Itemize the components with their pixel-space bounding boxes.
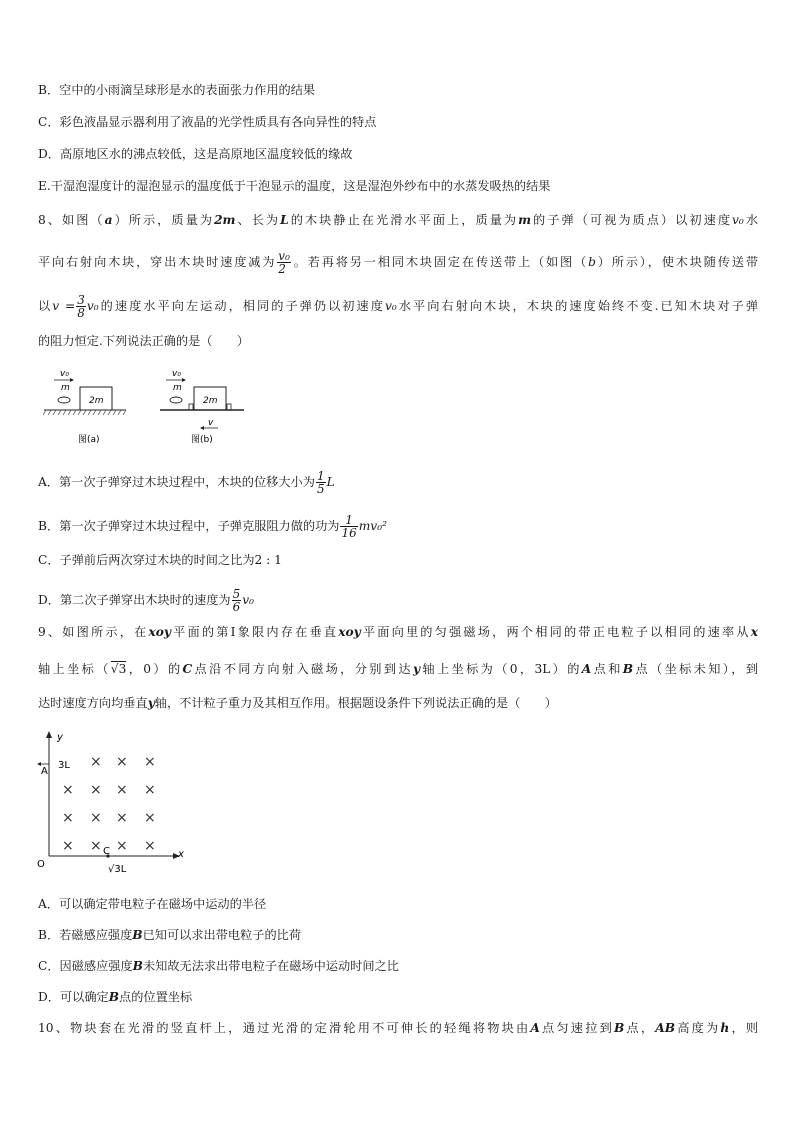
svg-text:图(b): 图(b) <box>191 435 213 445</box>
q10-stem-line1: 10、物块套在光滑的竖直杆上，通过光滑的定滑轮用不可伸长的轻绳将物块由A点匀速拉到B点，AB高度为h，则 <box>38 1021 759 1035</box>
svg-text:2m: 2m <box>89 396 104 406</box>
field-cross: × <box>116 754 128 770</box>
q8-stem-line3: 以v = $\frac{3}{8}$ v₀的速度水平向左运动，相同的子弹仍以初速度v₀水平向右射向木块，木块的速度始终不变.已知木块对子弹 <box>38 293 758 320</box>
q7-option-d: D．高原地区水的沸点较低，这是高原地区温度较低的缘故 <box>38 147 353 161</box>
field-cross: × <box>144 810 156 826</box>
q9-stem-line1: 9、如图所示，在xoy平面的第Ⅰ象限内存在垂直xoy平面向里的匀强磁场，两个相同的带正电粒子以相同的速率从x <box>38 625 758 639</box>
field-cross: × <box>90 782 102 798</box>
field-cross: × <box>62 782 74 798</box>
field-cross: × <box>144 782 156 798</box>
q8-option-b: B．第一次子弹穿过木块过程中，子弹克服阻力做的功为 $\frac{1}{16}$ mv₀² <box>38 513 387 540</box>
q7-option-c: C．彩色液晶显示器利用了液晶的光学性质具有各向异性的特点 <box>38 115 377 129</box>
svg-text:v₀: v₀ <box>172 369 181 379</box>
fraction-1-over-5: $\frac{1}{5}$ <box>316 469 325 496</box>
fraction-1-over-16: $\frac{1}{16}$ <box>341 513 357 540</box>
q8-stem-line2: 平向右射向木块，穿出木块时速度减为 $\frac{\text{v₀}}{2}$ 。若再将另一相同木块固定在传送带上（如图（b）所示），使木块随传送带 <box>38 249 759 276</box>
svg-text:3L: 3L <box>58 760 70 771</box>
svg-text:2m: 2m <box>203 396 218 406</box>
q8-option-a: A．第一次子弹穿过木块过程中，木块的位移大小为 $\frac{1}{5}$ L <box>38 469 335 496</box>
q9-stem-line2: 轴上坐标（√3，0）的C点沿不同方向射入磁场，分别到达y轴上坐标为（0，3L）的A点和B点（坐标未知），到 <box>38 662 759 676</box>
q9-stem-line3: 达时速度方向均垂直y轴，不计粒子重力及其相互作用。根据题设条件下列说法正确的是（ ） <box>38 696 557 710</box>
svg-text:C: C <box>103 846 110 857</box>
fraction-5-over-6: $\frac{5}{6}$ <box>232 587 241 614</box>
field-cross: × <box>116 810 128 826</box>
field-cross: × <box>90 838 102 854</box>
svg-text:m: m <box>61 383 70 393</box>
q7-option-e: E.干湿泡湿度计的湿泡显示的温度低于干泡显示的温度，这是湿泡外纱布中的水蒸发吸热的结果 <box>38 179 551 193</box>
q9-option-d: D．可以确定B点的位置坐标 <box>38 990 193 1004</box>
field-cross: × <box>144 838 156 854</box>
q8-stem-line4: 的阻力恒定.下列说法正确的是（ ） <box>38 334 250 348</box>
svg-text:v₀: v₀ <box>60 369 69 379</box>
svg-text:O: O <box>37 859 45 870</box>
q9-option-c: C．因磁感应强度B未知故无法求出带电粒子在磁场中运动时间之比 <box>38 959 399 973</box>
field-cross: × <box>116 782 128 798</box>
svg-text:y: y <box>57 732 63 743</box>
q8-figure-b <box>158 366 248 446</box>
svg-text:√3L: √3L <box>108 864 127 875</box>
svg-text:m: m <box>173 383 182 393</box>
field-cross: × <box>144 754 156 770</box>
q8-option-c: C．子弹前后两次穿过木块的时间之比为2 : 1 <box>38 553 282 567</box>
field-cross: × <box>62 810 74 826</box>
q8-figure-a <box>40 366 130 446</box>
field-cross: × <box>90 810 102 826</box>
field-cross: × <box>62 838 74 854</box>
svg-text:v: v <box>208 418 214 428</box>
q9-option-b: B．若磁感应强度B已知可以求出带电粒子的比荷 <box>38 928 302 942</box>
svg-text:图(a): 图(a) <box>78 435 100 445</box>
q8-option-d: D．第二次子弹穿出木块时的速度为 $\frac{5}{6}$ v₀ <box>38 587 255 614</box>
q7-option-b: B．空中的小雨滴呈球形是水的表面张力作用的结果 <box>38 83 316 97</box>
fraction-v0-over-2: $\frac{\text{v₀}}{2}$ <box>278 249 290 276</box>
field-cross: × <box>90 754 102 770</box>
q9-figure <box>32 728 192 876</box>
q8-stem-line1: 8、如图（a）所示，质量为2m、长为L的木块静止在光滑水平面上，质量为m的子弹（可视为质点）以初速度v₀水 <box>38 213 759 227</box>
svg-text:x: x <box>178 849 184 860</box>
fraction-3-over-8: $\frac{3}{8}$ <box>77 293 85 320</box>
q9-option-a: A．可以确定带电粒子在磁场中运动的半径 <box>38 897 267 911</box>
field-cross: × <box>116 838 128 854</box>
svg-text:A: A <box>41 766 48 777</box>
